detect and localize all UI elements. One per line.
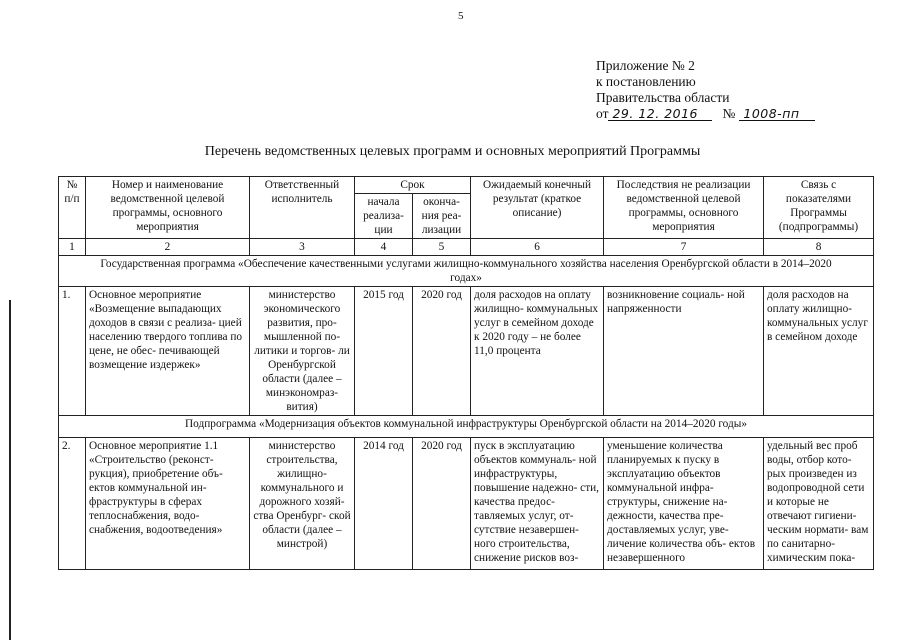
header-term-start: начала реализа- ции (355, 194, 413, 239)
row-executor: министерство экономического развития, про- мышленной по- литики и торгов- ли Оренбургской области (далее – минэкономраз- вития) (250, 287, 355, 416)
header-row (59, 177, 874, 194)
appendix-line-1: Приложение № 2 (596, 58, 695, 73)
column-number: 1 (59, 239, 86, 256)
appendix-date-line (596, 106, 815, 122)
header-term-end: оконча- ния реа- лизации (413, 194, 471, 239)
table-row (59, 287, 874, 416)
document-title: Перечень ведомственных целевых программ и основных мероприятий Программы (204, 144, 701, 159)
column-number: 6 (471, 239, 604, 256)
column-numbers-row (59, 239, 874, 256)
handwritten-number: 1008-пп (739, 107, 815, 121)
section-row-subprogram (59, 416, 874, 438)
appendix-line-2: к постановлению (596, 74, 696, 89)
header-term: Срок (355, 177, 471, 194)
row-start: 2014 год (355, 438, 413, 570)
section-title: Подпрограмма «Модернизация объектов коммунальной инфраструктуры Оренбургской области на 2014–2020 годы» (59, 416, 874, 438)
page-number: 5 (458, 10, 464, 22)
scan-edge-line (9, 300, 11, 640)
row-name: Основное мероприятие «Возмещение выпадающих доходов в связи с реализа- цией населению твердого топлива по цене, не обес- печивающей возмещение издержек» (86, 287, 250, 416)
column-number: 7 (604, 239, 764, 256)
header-link: Связь с показателями Программы (подпрограммы) (764, 177, 874, 239)
row-num: 1. (59, 287, 86, 416)
date-prefix: от (596, 106, 609, 121)
column-number: 5 (413, 239, 471, 256)
row-link: удельный вес проб воды, отбор кото- рых произведен из водопроводной сети и которые не отвечают гигиени- ческим нормати- вам по санитарно- химическим пока- (764, 438, 874, 570)
row-consequences: возникновение социаль- ной напряженности (604, 287, 764, 416)
appendix-line-3: Правительства области (596, 90, 730, 105)
header-name: Номер и наименование ведомственной целевой программы, основного мероприятия (86, 177, 250, 239)
row-executor: министерство строительства, жилищно- коммунального и дорожного хозяй- ства Оренбург- ской области (далее – минстрой) (250, 438, 355, 570)
handwritten-date: 29. 12. 2016 (608, 107, 712, 121)
row-end: 2020 год (413, 438, 471, 570)
row-start: 2015 год (355, 287, 413, 416)
row-num: 2. (59, 438, 86, 570)
header-consequences: Последствия не реализации ведомственной целевой программы, основного мероприятия (604, 177, 764, 239)
number-prefix: № (722, 106, 736, 121)
header-num: № п/п (59, 177, 86, 239)
row-consequences: уменьшение количества планируемых к пуску в эксплуатацию объектов коммунальной инфра- структуры, снижение на- дежности, качества пре- доставляемых услуг, уве- личение количества объ- ектов незавершенного (604, 438, 764, 570)
row-name: Основное мероприятие 1.1 «Строительство (реконст- рукция), приобретение объ- ектов коммунальной ин- фраструктуры в сферах теплоснабжения, водо- снабжения, водоотведения» (86, 438, 250, 570)
row-link: доля расходов на оплату жилищно- коммунальных услуг в семейном доходе (764, 287, 874, 416)
section-title: Государственная программа «Обеспечение качественными услугами жилищно-коммунального хозяйства населения Оренбургской области в 2014–2020 годах» (59, 256, 874, 287)
row-result: доля расходов на оплату жилищно- коммунальных услуг в семейном доходе к 2020 году – не более 11,0 процента (471, 287, 604, 416)
column-number: 4 (355, 239, 413, 256)
programs-table (58, 176, 874, 570)
header-result: Ожидаемый конечный результат (краткое описание) (471, 177, 604, 239)
table-row (59, 438, 874, 570)
row-result: пуск в эксплуатацию объектов коммуналь- ной инфраструктуры, повышение надежно- сти, качества предос- тавляемых услуг, от- сутствие незавершен- ного строительства, снижение рисков воз- (471, 438, 604, 570)
appendix-block (596, 58, 815, 122)
column-number: 3 (250, 239, 355, 256)
row-end: 2020 год (413, 287, 471, 416)
column-number: 8 (764, 239, 874, 256)
section-row-program (59, 256, 874, 287)
header-executor: Ответственный исполнитель (250, 177, 355, 239)
column-number: 2 (86, 239, 250, 256)
